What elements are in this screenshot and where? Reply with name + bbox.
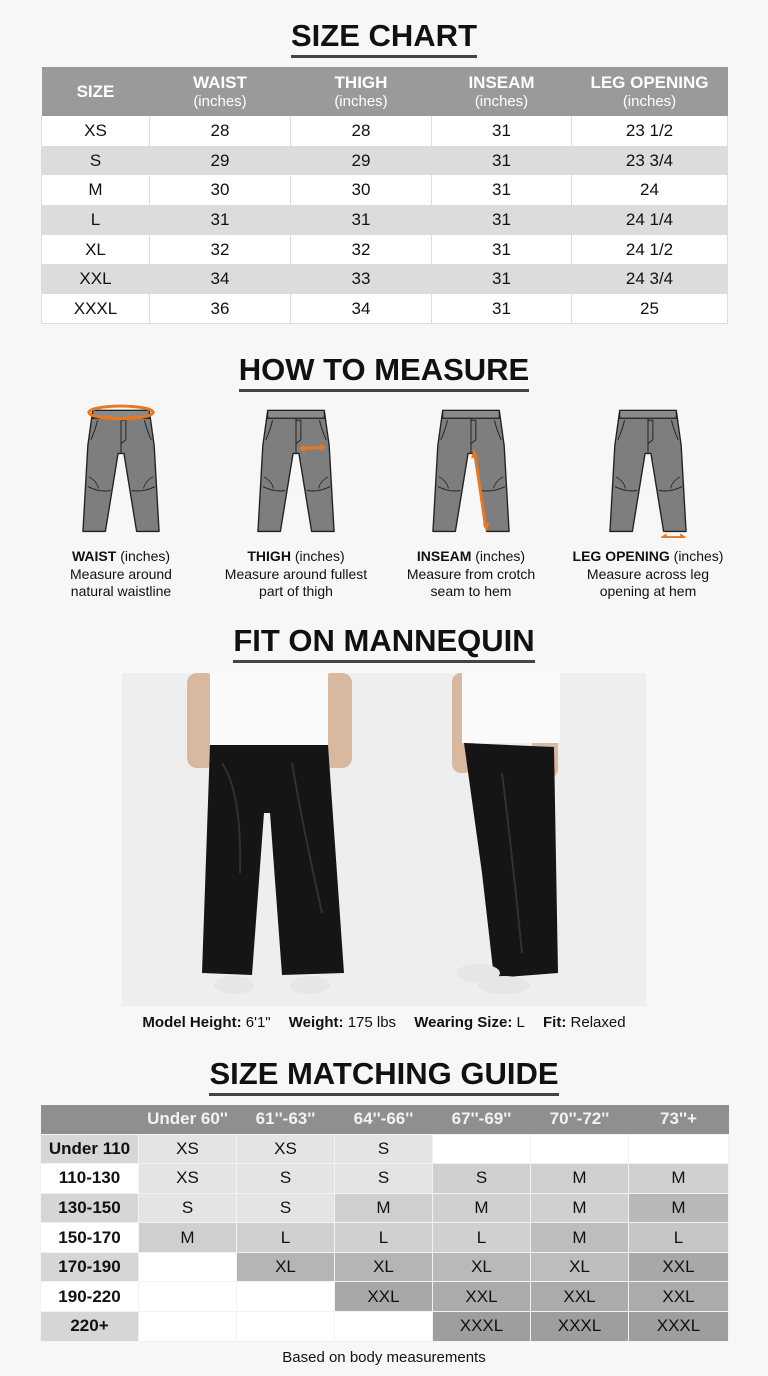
cell-waist: 32	[150, 235, 291, 265]
table-row	[41, 1252, 729, 1282]
size-cell: M	[531, 1193, 629, 1223]
cell-leg-opening: 23 1/2	[572, 116, 728, 146]
pants-thigh-diagram-icon	[256, 400, 336, 538]
cell-thigh: 29	[291, 146, 432, 176]
weight-label: 150-170	[41, 1223, 139, 1253]
size-cell: XXL	[629, 1282, 729, 1312]
measure-caption-leg-opening: LEG OPENING (inches) Measure across leg opening at hem	[572, 548, 724, 599]
height-header: 64''-66''	[335, 1105, 433, 1134]
cell-leg-opening: 24 3/4	[572, 264, 728, 294]
size-cell: XS	[139, 1134, 237, 1164]
size-cell: XS	[139, 1164, 237, 1194]
weight-label: 110-130	[41, 1164, 139, 1194]
fit-title: FIT ON MANNEQUIN	[0, 623, 768, 663]
measure-item-inseam	[381, 400, 561, 601]
size-cell: M	[433, 1193, 531, 1223]
measure-caption-waist: WAIST (inches) Measure around natural waistline	[70, 548, 172, 599]
measure-caption-thigh: THIGH (inches) Measure around fullest part of thigh	[224, 548, 368, 599]
cell-thigh: 28	[291, 116, 432, 146]
height-header: Under 60''	[139, 1105, 237, 1134]
cell-inseam: 31	[432, 235, 572, 265]
size-cell	[237, 1312, 335, 1342]
cell-size: L	[42, 205, 150, 235]
cell-thigh: 33	[291, 264, 432, 294]
column-header-size: SIZE	[42, 67, 150, 116]
weight-label: 190-220	[41, 1282, 139, 1312]
size-cell	[139, 1282, 237, 1312]
size-cell: XL	[531, 1252, 629, 1282]
height-header: 73''+	[629, 1105, 729, 1134]
size-cell: XXL	[531, 1282, 629, 1312]
cell-waist: 34	[150, 264, 291, 294]
table-row	[42, 294, 728, 324]
size-cell: M	[629, 1193, 729, 1223]
table-row	[42, 175, 728, 205]
pants-leg-opening-diagram-icon	[608, 400, 688, 538]
height-header: 67''-69''	[433, 1105, 531, 1134]
mannequin-photo	[122, 673, 646, 1006]
table-row	[42, 235, 728, 265]
cell-thigh: 30	[291, 175, 432, 205]
size-cell: L	[237, 1223, 335, 1253]
size-cell: XXL	[629, 1252, 729, 1282]
size-cell: XL	[237, 1252, 335, 1282]
size-chart-title: SIZE CHART	[0, 18, 768, 58]
size-cell	[531, 1134, 629, 1164]
size-cell: S	[433, 1164, 531, 1194]
size-cell: S	[237, 1193, 335, 1223]
cell-inseam: 31	[432, 175, 572, 205]
table-row	[41, 1164, 729, 1194]
column-header-waist: WAIST (inches)	[150, 67, 291, 116]
corner-header	[41, 1105, 139, 1134]
size-cell: XL	[335, 1252, 433, 1282]
table-row	[42, 116, 728, 146]
cell-waist: 31	[150, 205, 291, 235]
pants-waist-diagram-icon	[81, 400, 161, 538]
cell-waist: 28	[150, 116, 291, 146]
size-chart-header-row	[42, 67, 728, 116]
size-cell: L	[629, 1223, 729, 1253]
matching-header-row	[41, 1105, 729, 1134]
size-cell	[139, 1312, 237, 1342]
cell-size: S	[42, 146, 150, 176]
cell-size: XL	[42, 235, 150, 265]
matching-guide-title: SIZE MATCHING GUIDE	[0, 1056, 768, 1096]
how-to-measure-title: HOW TO MEASURE	[0, 352, 768, 392]
table-row	[41, 1312, 729, 1342]
model-stats	[0, 1014, 768, 1031]
size-cell: M	[629, 1164, 729, 1194]
size-cell: XXL	[335, 1282, 433, 1312]
size-cell: L	[335, 1223, 433, 1253]
cell-thigh: 32	[291, 235, 432, 265]
column-header-thigh: THIGH (inches)	[291, 67, 432, 116]
stat-weight: Weight: 175 lbs	[288, 1014, 397, 1031]
cell-inseam: 31	[432, 205, 572, 235]
cell-size: XXL	[42, 264, 150, 294]
stat-wearing-size: Wearing Size: L	[414, 1014, 525, 1031]
cell-leg-opening: 24 1/4	[572, 205, 728, 235]
cell-thigh: 34	[291, 294, 432, 324]
size-cell: M	[335, 1193, 433, 1223]
mannequin-image-icon	[122, 673, 646, 1006]
weight-label: 220+	[41, 1312, 139, 1342]
measure-item-thigh	[206, 400, 386, 601]
height-header: 70''-72''	[531, 1105, 629, 1134]
table-row	[41, 1223, 729, 1253]
cell-inseam: 31	[432, 264, 572, 294]
cell-size: M	[42, 175, 150, 205]
cell-inseam: 31	[432, 116, 572, 146]
weight-label: 170-190	[41, 1252, 139, 1282]
table-row	[42, 146, 728, 176]
table-row	[41, 1193, 729, 1223]
size-cell: M	[531, 1164, 629, 1194]
weight-label: Under 110	[41, 1134, 139, 1164]
size-cell: S	[139, 1193, 237, 1223]
size-cell	[433, 1134, 531, 1164]
cell-waist: 29	[150, 146, 291, 176]
size-chart-table	[41, 67, 728, 324]
cell-leg-opening: 24 1/2	[572, 235, 728, 265]
table-row	[42, 205, 728, 235]
column-header-inseam: INSEAM (inches)	[432, 67, 572, 116]
cell-leg-opening: 25	[572, 294, 728, 324]
size-cell: S	[335, 1164, 433, 1194]
height-header: 61''-63''	[237, 1105, 335, 1134]
cell-leg-opening: 23 3/4	[572, 146, 728, 176]
size-matching-table	[40, 1105, 729, 1342]
stat-height: Model Height: 6'1"	[142, 1014, 271, 1031]
size-cell	[335, 1312, 433, 1342]
size-cell: XXXL	[629, 1312, 729, 1342]
cell-waist: 36	[150, 294, 291, 324]
size-cell: S	[335, 1134, 433, 1164]
size-cell	[237, 1282, 335, 1312]
size-cell: XXL	[433, 1282, 531, 1312]
size-cell: XXXL	[433, 1312, 531, 1342]
cell-leg-opening: 24	[572, 175, 728, 205]
cell-thigh: 31	[291, 205, 432, 235]
table-row	[42, 264, 728, 294]
table-row	[41, 1134, 729, 1164]
size-cell: XS	[237, 1134, 335, 1164]
size-cell: L	[433, 1223, 531, 1253]
pants-inseam-diagram-icon	[431, 400, 511, 538]
stat-fit: Fit: Relaxed	[543, 1014, 626, 1031]
cell-size: XS	[42, 116, 150, 146]
cell-inseam: 31	[432, 294, 572, 324]
measure-item-waist	[31, 400, 211, 601]
weight-label: 130-150	[41, 1193, 139, 1223]
size-cell	[629, 1134, 729, 1164]
cell-waist: 30	[150, 175, 291, 205]
measure-caption-inseam: INSEAM (inches) Measure from crotch seam to hem	[406, 548, 536, 599]
size-cell	[139, 1252, 237, 1282]
column-header-leg-opening: LEG OPENING (inches)	[572, 67, 728, 116]
size-cell: XL	[433, 1252, 531, 1282]
size-cell: M	[531, 1223, 629, 1253]
table-row	[41, 1282, 729, 1312]
measure-item-leg-opening	[558, 400, 738, 601]
size-cell: S	[237, 1164, 335, 1194]
size-cell: M	[139, 1223, 237, 1253]
cell-size: XXXL	[42, 294, 150, 324]
size-cell: XXXL	[531, 1312, 629, 1342]
cell-inseam: 31	[432, 146, 572, 176]
footnote: Based on body measurements	[282, 1349, 486, 1366]
